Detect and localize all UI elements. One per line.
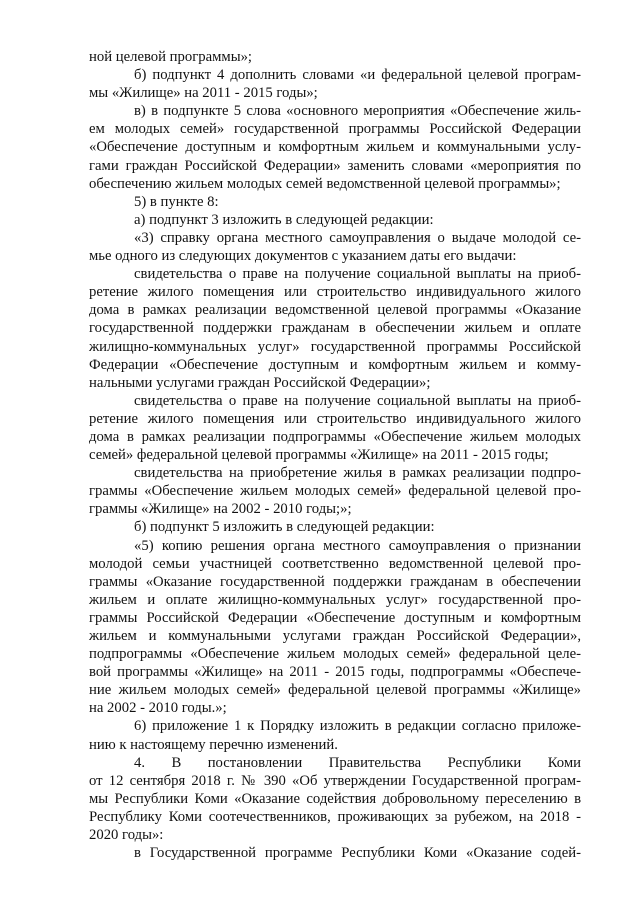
text-line: ние жильем молодых семей» федеральной целевой программы «Жилище» (89, 682, 581, 699)
text-line: обеспечению жильем молодых семей ведомственной целевой программы»; (89, 175, 561, 192)
text-line: мье одного из следующих документов с указанием даты его выдачи: (89, 248, 517, 265)
text-line: свидетельства о праве на получение социальной выплаты на приоб- (134, 392, 581, 409)
text-line: мы «Жилище» на 2011 - 2015 годы»; (89, 85, 318, 102)
text-line: 2020 годы»: (89, 827, 164, 844)
text-line: «3) справку органа местного самоуправления о выдаче молодой се- (134, 229, 581, 246)
text-line: нальными услугами граждан Российской Федерации»; (89, 374, 431, 391)
text-line: ной целевой программы»; (89, 49, 252, 65)
text-line: от 12 сентября 2018 г. № 390 «Об утверждении Государственной програм- (89, 772, 581, 789)
text-line: мы Республики Коми «Оказание содействия добровольному переселению в (89, 790, 581, 807)
text-line: 6) приложение 1 к Порядку изложить в редакции согласно приложе- (134, 718, 581, 735)
text-line: подпрограммы «Обеспечение жильем молодых семей» федеральной целе- (89, 646, 581, 663)
text-line: гами граждан Российской Федерации» заменить словами «мероприятия по (89, 157, 581, 174)
text-line: семей» федеральной целевой программы «Жилище» на 2011 - 2015 годы; (89, 447, 549, 464)
text-line: в) в подпункте 5 слова «основного мероприятия «Обеспечение жиль- (134, 103, 581, 120)
text-line: ем молодых семей» государственной программы Российской Федерации (89, 121, 581, 138)
text-line: дома в рамках реализации подпрограммы «Обеспечение жильем молодых (89, 428, 581, 445)
text-line: дома в рамках реализации ведомственной целевой программы «Оказание (89, 302, 581, 319)
text-line: а) подпункт 3 изложить в следующей редакции: (134, 211, 434, 228)
text-line: вой программы «Жилище» на 2011 - 2015 годы, подпрограммы «Обеспече- (89, 664, 581, 681)
document-page (89, 48, 581, 862)
text-line: 5) в пункте 8: (134, 193, 219, 210)
text-line: ретение жилого помещения или строительство индивидуального жилого (89, 410, 581, 427)
text-line: граммы «Оказание государственной поддержки гражданам в обеспечении (89, 573, 581, 590)
text-line: граммы «Жилище» на 2002 - 2010 годы;»; (89, 501, 352, 518)
text-line: свидетельства о праве на получение социальной выплаты на приоб- (134, 266, 581, 283)
text-line: в Государственной программе Республики Коми «Оказание содей- (134, 845, 581, 862)
text-line: граммы «Обеспечение жильем молодых семей» федеральной целевой про- (89, 483, 581, 500)
text-line: Республику Коми соотечественников, проживающих за рубежом, на 2018 - (89, 808, 581, 825)
text-line: жильем и оплате жилищно-коммунальных услуг» государственной про- (89, 591, 581, 608)
text-line: б) подпункт 5 изложить в следующей редакции: (134, 519, 435, 536)
text-line: свидетельства на приобретение жилья в рамках реализации подпро- (134, 465, 581, 482)
text-line: жильем и коммунальными услугами граждан Российской Федерации», (89, 628, 581, 644)
text-line: Федерации «Обеспечение доступным и комфортным жильем и комму- (89, 356, 581, 373)
text-line: граммы Российской Федерации «Обеспечение доступным и комфортным (89, 609, 581, 626)
text-line: жилищно-коммунальных услуг» государственной программы Российской (89, 338, 581, 355)
section-4-heading-line: 4. В постановлении Правительства Республики Коми (134, 754, 581, 771)
text-line: ретение жилого помещения или строительство индивидуального жилого (89, 284, 581, 301)
text-line: «Обеспечение доступным и комфортным жильем и коммунальными услу- (89, 139, 581, 156)
text-line: б) подпункт 4 дополнить словами «и федеральной целевой програм- (134, 67, 581, 84)
text-line: государственной поддержки гражданам в обеспечении жильем и оплате (89, 320, 581, 337)
text-line: на 2002 - 2010 годы.»; (89, 700, 227, 717)
text-line: «5) копию решения органа местного самоуправления о признании (134, 537, 581, 554)
text-line: молодой семьи участницей соответственно ведомственной целевой про- (89, 555, 581, 572)
text-line: нию к настоящему перечню изменений. (89, 736, 338, 753)
